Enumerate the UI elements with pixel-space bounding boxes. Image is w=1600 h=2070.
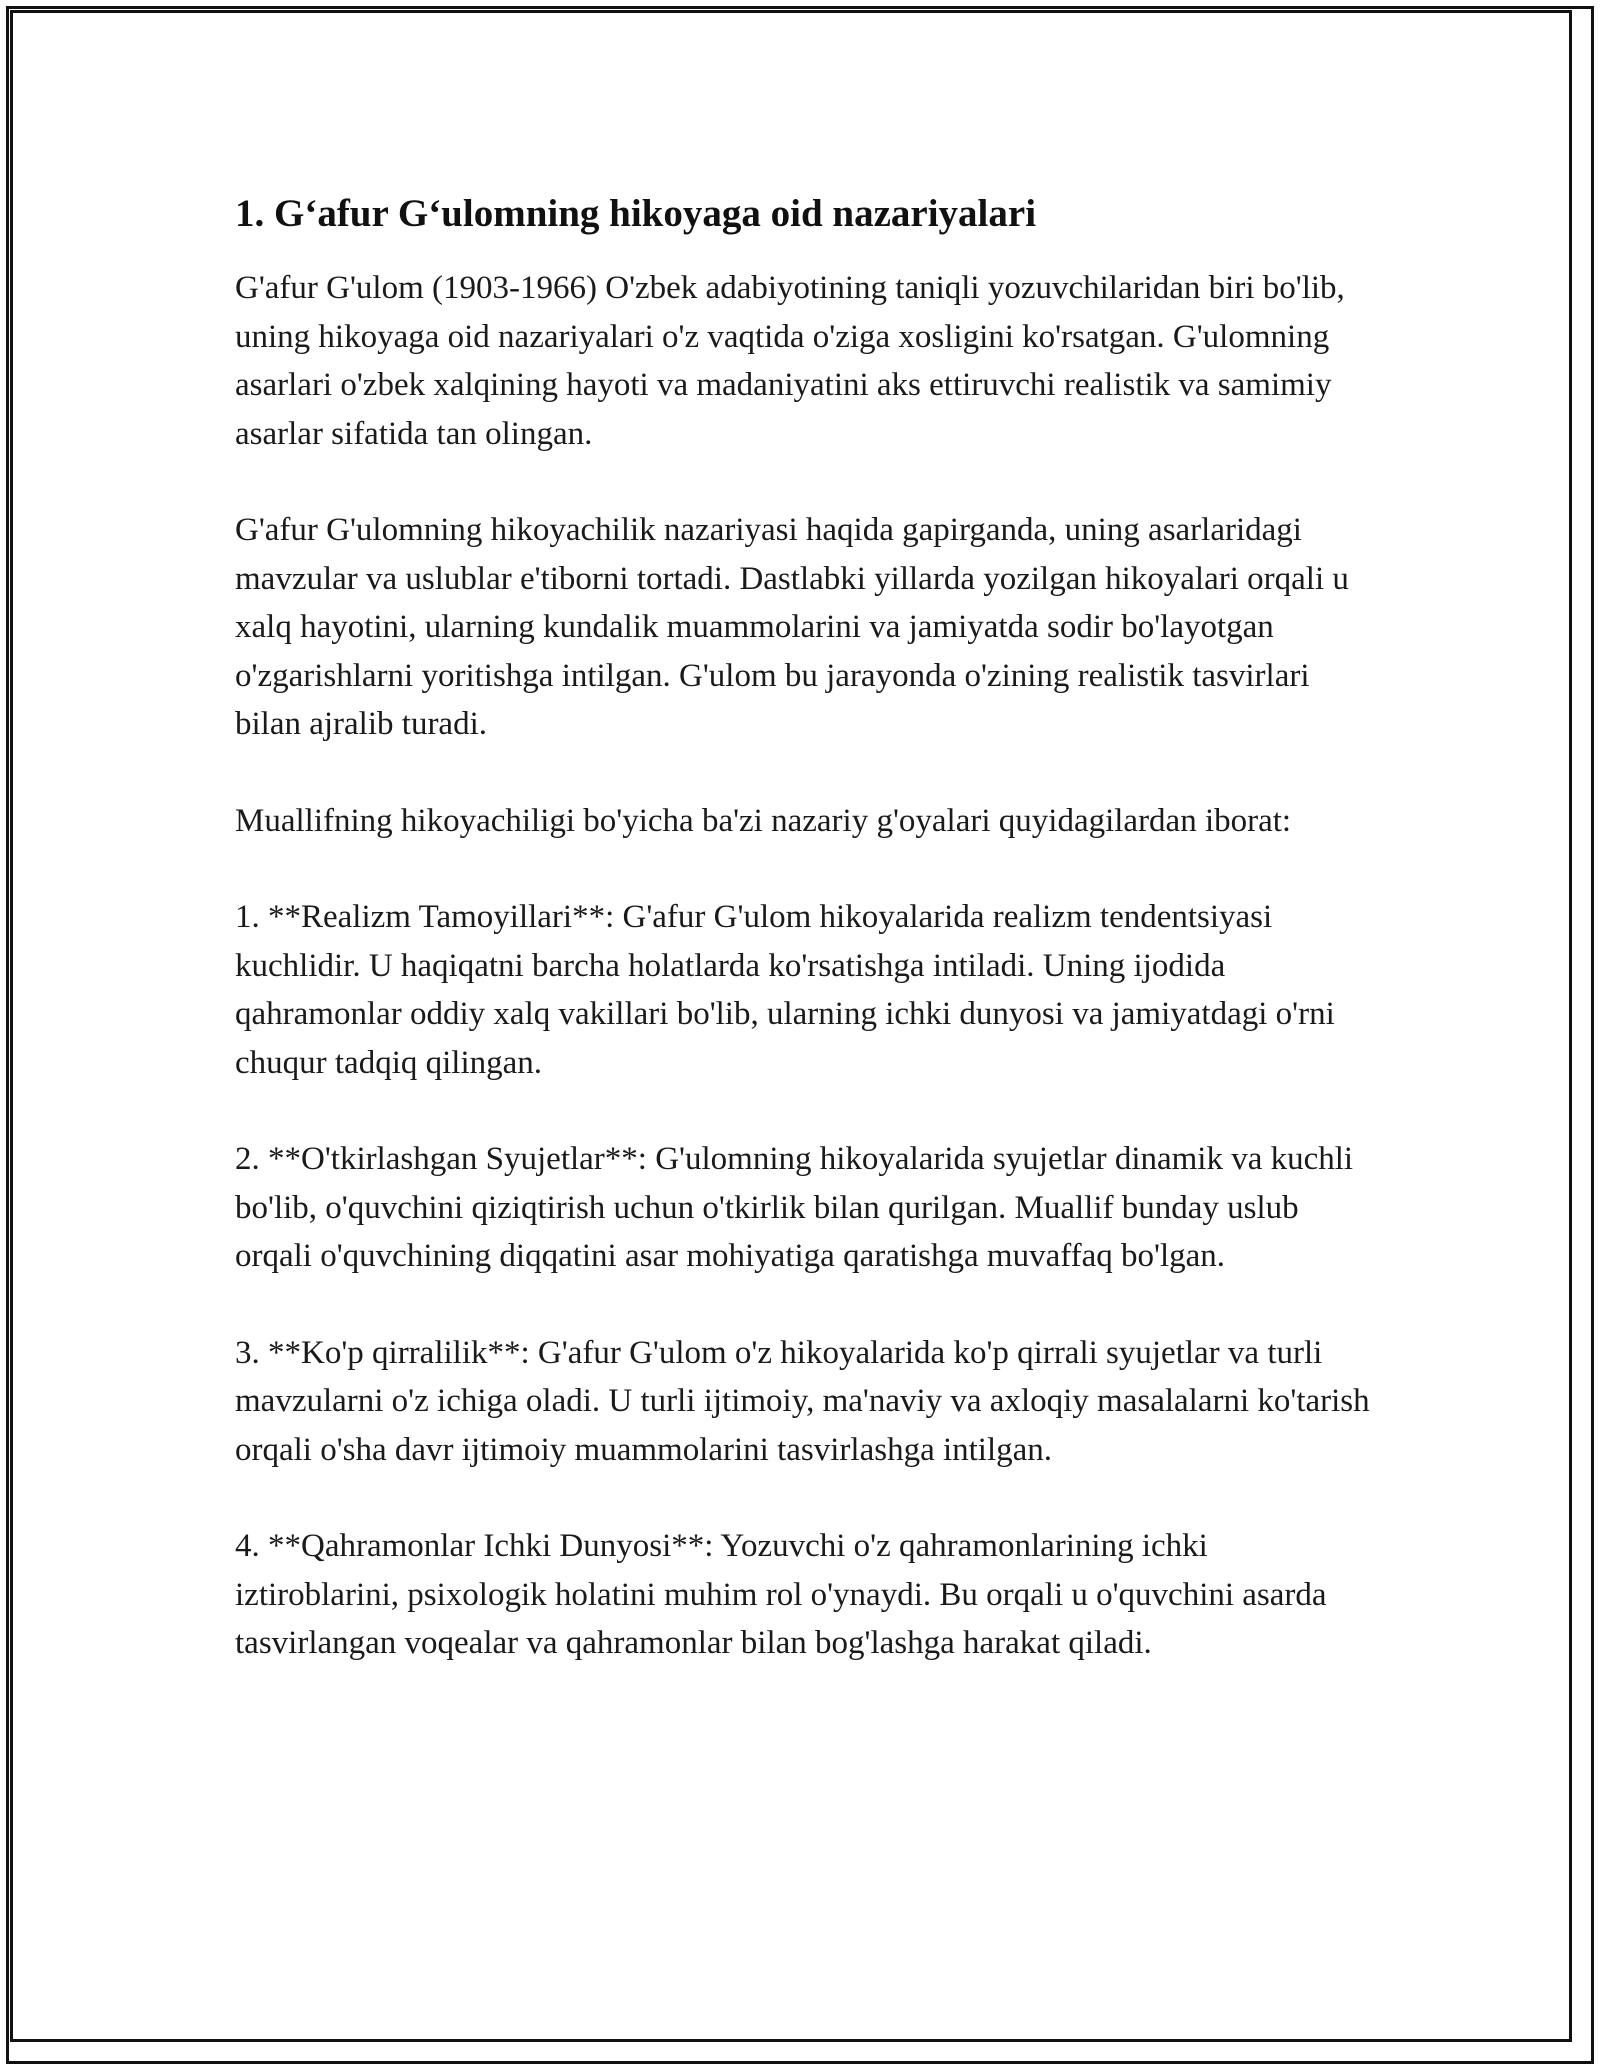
document-body [235,188,1375,1668]
paragraph-intro: G'afur G'ulom (1903-1966) O'zbek adabiyotining taniqli yozuvchilaridan biri bo'lib, uning hikoyaga oid nazariyalari o'z vaqtida o'ziga xosligini ko'rsatgan. G'ulomning asarlari o'zbek xalqining hayoti va madaniyatini aks ettiruvchi realistik va samimiy asarlar sifatida tan olingan. [235,270,1345,452]
paragraph-theory: G'afur G'ulomning hikoyachilik nazariyasi haqida gapirganda, uning asarlaridagi mavzular va uslublar e'tiborni tortadi. Dastlabki yillarda yozilgan hikoyalari orqali u xalq hayotini, ularning kundalik muammolarini va jamiyatda sodir bo'layotgan o'zgarishlarni yoritishga intilgan. G'ulom bu jarayonda o'zining realistik tasvirlari bilan ajralib turadi. [235,512,1349,742]
paragraph-list-intro: Muallifning hikoyachiligi bo'yicha ba'zi nazariy g'oyalari quyidagilardan iborat: [235,802,1292,839]
section-heading: 1. G‘afur G‘ulomning hikoyaga oid nazariyalari [235,192,1037,235]
list-item-realism: 1. **Realizm Tamoyillari**: G'afur G'ulom hikoyalarida realizm tendentsiyasi kuchlidir. U haqiqatni barcha holatlarda ko'rsatishga intiladi. Uning ijodida qahramonlar oddiy xalq vakillari bo'lib, ularning ichki dunyosi va jamiyatdagi o'rni chuqur tadqiq qilingan. [235,899,1335,1081]
list-item-plots: 2. **O'tkirlashgan Syujetlar**: G'ulomning hikoyalarida syujetlar dinamik va kuchli bo'lib, o'quvchini qiziqtirish uchun o'tkirlik bilan qurilgan. Muallif bunday uslub orqali o'quvchining diqqatini asar mohiyatiga qaratishga muvaffaq bo'lgan. [235,1141,1354,1274]
list-item-versatility: 3. **Ko'p qirralilik**: G'afur G'ulom o'z hikoyalarida ko'p qirrali syujetlar va turli mavzularni o'z ichiga oladi. U turli ijtimoiy, ma'naviy va axloqiy masalalarni ko'tarish orqali o'sha davr ijtimoiy muammolarini tasvirlashga intilgan. [235,1334,1370,1468]
list-item-inner-world: 4. **Qahramonlar Ichki Dunyosi**: Yozuvchi o'z qahramonlarining ichki iztiroblarini, psixologik holatini muhim rol o'ynaydi. Bu orqali u o'quvchini asarda tasvirlangan voqealar va qahramonlar bilan bog'lashga harakat qiladi. [235,1528,1327,1661]
